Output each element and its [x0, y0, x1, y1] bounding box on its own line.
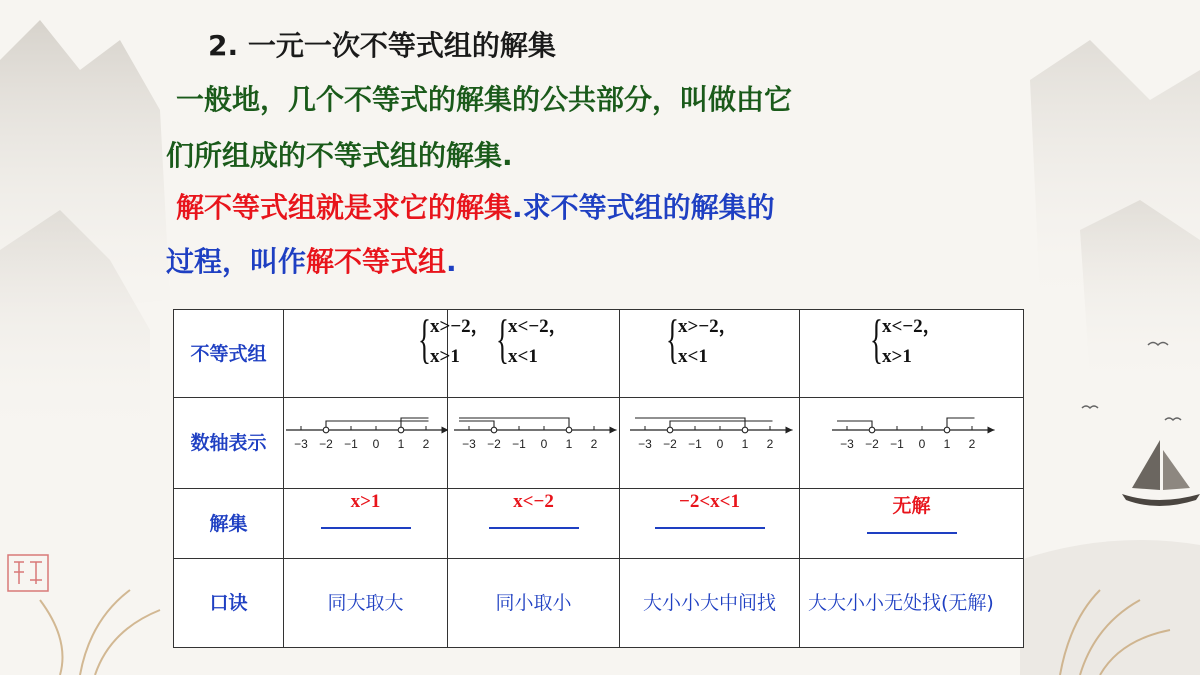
- solution-ray: [459, 418, 569, 430]
- axis-tick-label: −1: [688, 437, 702, 451]
- axis-tick-label: 1: [943, 437, 951, 451]
- number-line-cell: [800, 398, 1024, 489]
- open-endpoint: [566, 427, 572, 433]
- axis-tick-label: 2: [590, 437, 598, 451]
- solving-line-2: [166, 240, 457, 280]
- section-heading: 2. 一元一次不等式组的解集: [208, 29, 556, 62]
- number-line-cell: [448, 398, 620, 489]
- seal-stamp-icon: [8, 555, 48, 591]
- axis-tick-label: −3: [462, 437, 476, 451]
- solution-answer: −2<x<1: [620, 491, 799, 529]
- system-cell: [620, 310, 800, 398]
- axis-tick-label: 0: [918, 437, 926, 451]
- inequality-system: { x>−2， x>1: [418, 309, 490, 369]
- definition-line-2: 们所组成的不等式组的解集.: [166, 139, 513, 172]
- axis-tick-label: 2: [422, 437, 430, 451]
- axis-tick-label: −2: [319, 437, 333, 451]
- axis-tick-label: −3: [638, 437, 652, 451]
- open-endpoint: [667, 427, 673, 433]
- solution-ray: [837, 421, 872, 430]
- axis-tick-label: 2: [968, 437, 976, 451]
- table-row-systems: [174, 310, 1024, 398]
- table-row-number-lines: [174, 398, 1024, 489]
- rhyme-cell: 同小取小: [448, 559, 620, 648]
- axis-tick-label: 0: [716, 437, 724, 451]
- axis-tick-label: 0: [372, 437, 380, 451]
- open-endpoint: [742, 427, 748, 433]
- axis-tick-label: 1: [741, 437, 749, 451]
- open-endpoint: [944, 427, 950, 433]
- system-cell: [284, 309, 490, 398]
- solution-answer: 无解: [800, 491, 1023, 534]
- number-line: [800, 398, 1024, 488]
- solution-ray: [635, 418, 745, 430]
- axis-tick-label: −1: [512, 437, 526, 451]
- inequality-system-table: [173, 309, 1024, 648]
- solution-ray: [947, 418, 975, 430]
- row-header-number-line: 数轴表示: [174, 398, 284, 489]
- axis-tick-label: −3: [840, 437, 854, 451]
- solution-answer: x<−2: [448, 491, 619, 529]
- axis-tick-label: −3: [294, 437, 308, 451]
- solution-answer: x>1: [284, 491, 447, 529]
- solving-line-1: [176, 186, 775, 226]
- row-header-systems: 不等式组: [174, 310, 284, 398]
- solution-cell: [620, 489, 800, 559]
- solution-ray: [459, 421, 494, 430]
- axis-tick-label: −2: [487, 437, 501, 451]
- number-line-cell: [284, 398, 448, 489]
- open-endpoint: [869, 427, 875, 433]
- solution-cell: [800, 489, 1024, 559]
- number-line: [620, 398, 800, 488]
- axis-tick-label: −2: [663, 437, 677, 451]
- number-line: [448, 398, 620, 488]
- open-endpoint: [323, 427, 329, 433]
- solution-cell: [448, 489, 620, 559]
- row-header-rhyme: 口诀: [174, 559, 284, 648]
- system-cell: [448, 310, 620, 398]
- axis-tick-label: 1: [397, 437, 405, 451]
- table-row-solutions: [174, 489, 1024, 559]
- solving-process-blue: .求不等式组的解集的: [512, 191, 775, 224]
- inequality-system: { x>−2， x<1: [666, 309, 738, 369]
- rhyme-cell: 同大取大: [284, 559, 448, 648]
- open-endpoint: [398, 427, 404, 433]
- axis-tick-label: −1: [344, 437, 358, 451]
- number-line-cell: [620, 398, 800, 489]
- axis-arrow: [988, 427, 995, 434]
- solution-ray: [401, 418, 429, 430]
- solution-ray: [326, 421, 429, 430]
- definition-line-1: 一般地，几个不等式的解集的公共部分，叫做由它: [176, 83, 793, 116]
- solving-period: .: [446, 245, 457, 278]
- row-header-solution: 解集: [174, 489, 284, 559]
- rhyme-cell: 大大小小无处找(无解): [800, 559, 1024, 648]
- system-cell: [800, 310, 1024, 398]
- solving-term: 解不等式组: [306, 245, 447, 278]
- axis-tick-label: −1: [890, 437, 904, 451]
- sailboat-icon: [1122, 440, 1200, 506]
- axis-tick-label: 0: [540, 437, 548, 451]
- rhyme-cell: 大小小大中间找: [620, 559, 800, 648]
- table-row-rhymes: [174, 559, 1024, 648]
- solution-cell: [284, 489, 448, 559]
- axis-tick-label: −2: [865, 437, 879, 451]
- solving-definition-red: 解不等式组就是求它的解集: [176, 191, 513, 224]
- inequality-system: { x<−2， x<1: [496, 309, 568, 369]
- axis-arrow: [610, 427, 617, 434]
- number-line: [284, 398, 448, 488]
- axis-arrow: [786, 427, 793, 434]
- solving-process-text: 过程，叫作: [166, 245, 307, 278]
- inequality-system: { x<−2， x>1: [870, 309, 942, 369]
- axis-tick-label: 2: [766, 437, 774, 451]
- solution-ray: [670, 421, 773, 430]
- open-endpoint: [491, 427, 497, 433]
- axis-tick-label: 1: [565, 437, 573, 451]
